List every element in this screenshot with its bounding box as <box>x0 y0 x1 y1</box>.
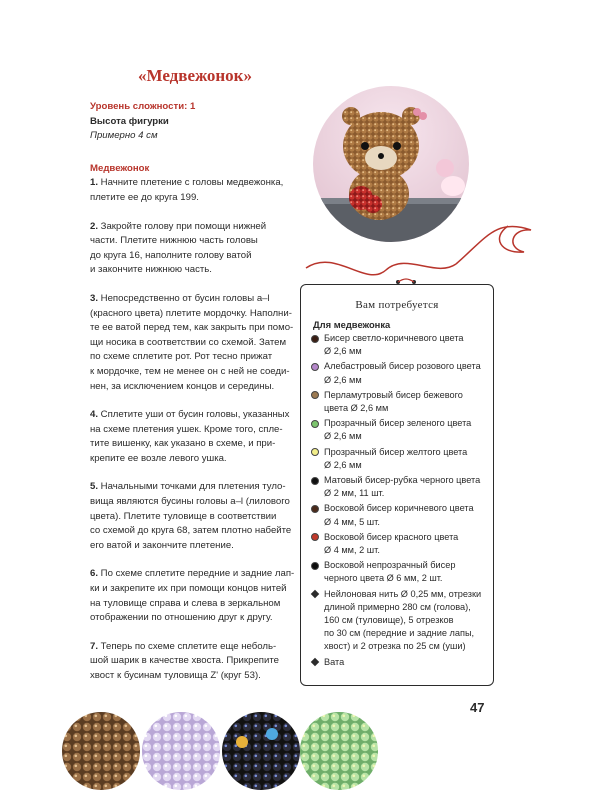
step-line: на схеме плетения ушек. Кроме того, спле- <box>90 423 283 435</box>
instruction-step <box>90 640 295 684</box>
step-line: Начните плетение с головы медвежонка, <box>100 177 284 189</box>
material-line: Ø 4 мм, 2 шт. <box>324 545 380 556</box>
step-line: части. Плетите нижнюю часть головы <box>90 235 258 247</box>
material-item <box>311 588 489 654</box>
materials-card <box>300 284 494 686</box>
bead-pattern-brown <box>62 712 140 790</box>
materials-subtitle: Для медвежонка <box>313 319 391 330</box>
material-item <box>311 417 489 443</box>
material-item <box>311 474 489 500</box>
bullet-diamond-icon <box>311 657 319 665</box>
material-item <box>311 332 489 358</box>
bead-color-dot-icon <box>311 335 319 343</box>
bullet-diamond-icon <box>311 589 319 597</box>
material-item <box>311 446 489 472</box>
bead-photo-brown <box>62 712 140 790</box>
bead-color-dot-icon <box>311 533 319 541</box>
step-number: 5. <box>90 481 101 493</box>
material-line: Матовый бисер-рубка черного цвета <box>324 475 481 486</box>
material-line: по 30 см (передние и задние лапы, <box>324 628 475 639</box>
step-number: 1. <box>90 177 101 189</box>
instruction-step <box>90 176 295 205</box>
instruction-step <box>90 408 295 466</box>
material-line: Прозрачный бисер желтого цвета <box>324 446 468 457</box>
bead-color-dot-icon <box>311 562 319 570</box>
step-line: по схеме сплетите рот. Рот тесно прижат <box>90 351 273 363</box>
material-item <box>311 531 489 557</box>
step-line: и закончите нижнюю часть. <box>90 264 212 276</box>
height-value: Примерно 4 см <box>90 130 158 142</box>
step-line: Непосредственно от бусин головы a–l <box>100 292 270 304</box>
material-line: Нейлоновая нить Ø 0,25 мм, отрезки <box>324 588 482 599</box>
bead-pattern-black <box>222 712 300 790</box>
step-line: щи носика в соответствии со схемой. Затем <box>90 336 287 348</box>
steps-list <box>90 176 295 683</box>
bead-color-dot-icon <box>311 477 319 485</box>
step-number: 6. <box>90 568 101 580</box>
step-line: Сплетите уши от бусин головы, указанных <box>100 409 290 421</box>
step-line: со схемой до круга 68, затем плотно набейте <box>90 525 292 537</box>
material-item <box>311 656 489 669</box>
material-line: Восковой непрозрачный бисер <box>324 560 456 571</box>
material-item <box>311 559 489 585</box>
material-line: Перламутровый бисер бежевого <box>324 389 463 400</box>
step-line: до круга 16, наполните голову ватой <box>90 249 252 261</box>
material-line: Алебастровый бисер розового цвета <box>324 361 481 372</box>
material-line: Восковой бисер коричневого цвета <box>324 503 474 514</box>
material-item <box>311 502 489 528</box>
instruction-step <box>90 292 295 394</box>
instruction-step <box>90 220 295 278</box>
step-line: на туловище справа и слева в зеркальном <box>90 597 281 609</box>
materials-list <box>311 332 489 671</box>
material-line: Вата <box>324 656 345 667</box>
bead-color-dot-icon <box>311 420 319 428</box>
step-line: отображении по отношению друг к другу. <box>90 612 273 624</box>
material-line: длиной примерно 280 см (голова), <box>324 601 471 612</box>
bead-photo-green <box>300 712 378 790</box>
bead-pattern-lilac <box>142 712 220 790</box>
step-line: (красного цвета) плетите мордочку. Наполни- <box>90 307 292 319</box>
bead-photo-black <box>222 712 300 790</box>
step-line: хвост к бусинам туловища Z' (круг 53). <box>90 670 261 681</box>
material-line: Прозрачный бисер зеленого цвета <box>324 418 472 429</box>
step-number: 7. <box>90 640 101 652</box>
step-line: Теперь по схеме сплетите еще неболь- <box>100 640 277 652</box>
material-line: Ø 2,6 мм <box>324 431 362 442</box>
step-line: Закройте голову при помощи нижней <box>100 220 267 232</box>
bead-photo-lilac <box>142 712 220 790</box>
material-item <box>311 389 489 415</box>
step-number: 3. <box>90 292 101 304</box>
instruction-step <box>90 567 295 625</box>
step-line: крепите ее возле левого ушка. <box>90 452 227 464</box>
step-line: цвета). Плетите туловище в соответствии <box>90 510 277 522</box>
step-line: к мордочке, тем не менее он с ней не соеди- <box>90 365 290 377</box>
material-line: Ø 2,6 мм <box>324 459 362 470</box>
decorative-ribbon <box>296 208 556 288</box>
step-line: шой шарик в качестве хвоста. Прикрепите <box>90 655 279 667</box>
material-line: Восковой бисер красного цвета <box>324 531 459 542</box>
material-line: цвета Ø 2,6 мм <box>324 403 389 414</box>
step-number: 4. <box>90 409 101 421</box>
bead-color-dot-icon <box>311 391 319 399</box>
instructions-column <box>90 100 295 684</box>
material-line: Ø 2 мм, 11 шт. <box>324 488 385 499</box>
bead-color-dot-icon <box>311 448 319 456</box>
material-line: 160 см (туловище), 5 отрезков <box>324 615 454 626</box>
materials-title: Вам потребуется <box>355 299 439 311</box>
instruction-step <box>90 480 295 553</box>
step-line: его ватой и закончите плетение. <box>90 539 234 551</box>
section-heading: Медвежонок <box>90 162 150 174</box>
step-line: вища являются бусины головы a–l (лилового <box>90 496 290 508</box>
page-number: 47 <box>470 700 485 715</box>
bead-color-dot-icon <box>311 505 319 513</box>
step-line: плетите ее до круга 199. <box>90 191 199 203</box>
material-line: хвост) и 2 отрезка по 25 см (уши) <box>324 641 466 652</box>
page-title: «Медвежонок» <box>138 66 252 85</box>
step-line: По схеме сплетите передние и задние лап- <box>100 568 295 580</box>
material-line: черного цвета Ø 6 мм, 2 шт. <box>324 573 443 584</box>
step-line: Начальными точками для плетения туло- <box>100 481 286 493</box>
bead-color-dot-icon <box>311 363 319 371</box>
difficulty-level: Уровень сложности: 1 <box>90 101 196 112</box>
height-label: Высота фигурки <box>90 115 169 127</box>
step-line: те ее ватой перед тем, как закрыть при помо- <box>90 322 294 334</box>
material-line: Бисер светло-коричневого цвета <box>324 333 464 343</box>
step-line: нен, за исключением концов и середины. <box>90 380 275 392</box>
step-line: ки и закрепите их при помощи концов нитей <box>90 583 287 595</box>
material-line: Ø 4 мм, 5 шт. <box>324 516 380 527</box>
bead-pattern-green <box>300 712 378 790</box>
material-item <box>311 360 489 386</box>
step-number: 2. <box>90 220 101 232</box>
material-line: Ø 2,6 мм <box>324 346 362 357</box>
material-line: Ø 2,6 мм <box>324 374 362 385</box>
step-line: тите вишенку, как указано в схеме, и при- <box>90 438 276 450</box>
